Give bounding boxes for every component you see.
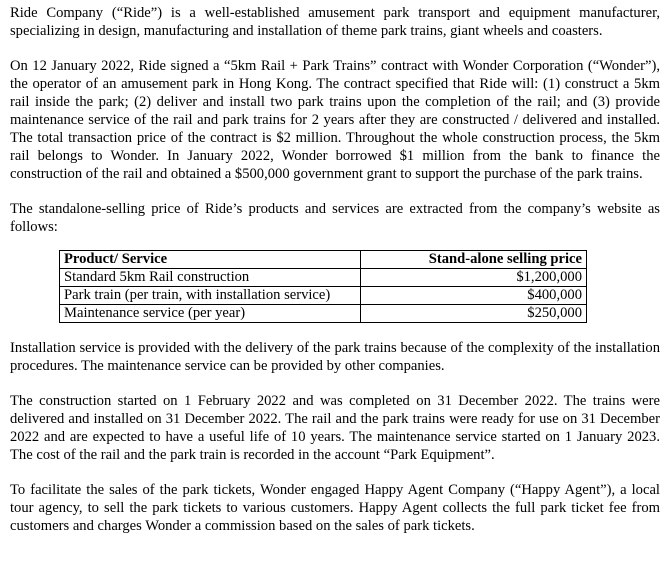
case-study-document <box>10 4 660 535</box>
table-row <box>60 287 587 305</box>
row-product: Park train (per train, with installation service) <box>60 287 361 305</box>
row-product: Maintenance service (per year) <box>60 305 361 323</box>
intro-paragraph: Ride Company (“Ride”) is a well-established amusement park transport and equipment manufacturer, specializing in design, manufacturing and installation of theme park trains, giant wheels and coasters. <box>10 5 660 39</box>
standalone-price-table <box>59 250 587 323</box>
row-price: $400,000 <box>361 287 587 305</box>
row-price: $250,000 <box>361 305 587 323</box>
table-header-row <box>60 251 587 269</box>
table-row <box>60 305 587 323</box>
ssp-intro-paragraph: The standalone-selling price of Ride’s products and services are extracted from the company’s website as follows: <box>10 201 660 235</box>
agent-paragraph: To facilitate the sales of the park tickets, Wonder engaged Happy Agent Company (“Happy Agent”), a local tour agency, to sell the park tickets to various customers. Happy Agent collects the full park ticket fee from customers and charges Wonder a commission based on the sales of park tickets. <box>10 482 660 534</box>
construction-paragraph: The construction started on 1 February 2022 and was completed on 31 December 2022. The trains were delivered and installed on 31 December 2022. The rail and the park trains were ready for use on 31 December 2022 and are expected to have a useful life of 10 years. The maintenance service started on 1 January 2023. The cost of the rail and the park train is recorded in the account “Park Equipment”. <box>10 393 660 463</box>
row-price: $1,200,000 <box>361 269 587 287</box>
table-row <box>60 269 587 287</box>
header-product: Product/ Service <box>60 251 361 269</box>
header-price: Stand-alone selling price <box>361 251 587 269</box>
row-product: Standard 5km Rail construction <box>60 269 361 287</box>
installation-paragraph: Installation service is provided with the delivery of the park trains because of the complexity of the installation procedures. The maintenance service can be provided by other companies. <box>10 340 660 374</box>
contract-paragraph: On 12 January 2022, Ride signed a “5km Rail + Park Trains” contract with Wonder Corporation (“Wonder”), the operator of an amusement park in Hong Kong. The contract specified that Ride will: (1) construct a 5km rail inside the park; (2) deliver and install two park trains upon the completion of the rail; and (3) provide maintenance service of the rail and park trains for 2 years after they are constructed / delivered and installed. The total transaction price of the contract is $2 million. Throughout the whole construction process, the 5km rail belongs to Wonder. In January 2022, Wonder borrowed $1 million from the bank to finance the construction of the rail and obtained a $500,000 government grant to support the purchase of the park trains. <box>10 58 660 182</box>
